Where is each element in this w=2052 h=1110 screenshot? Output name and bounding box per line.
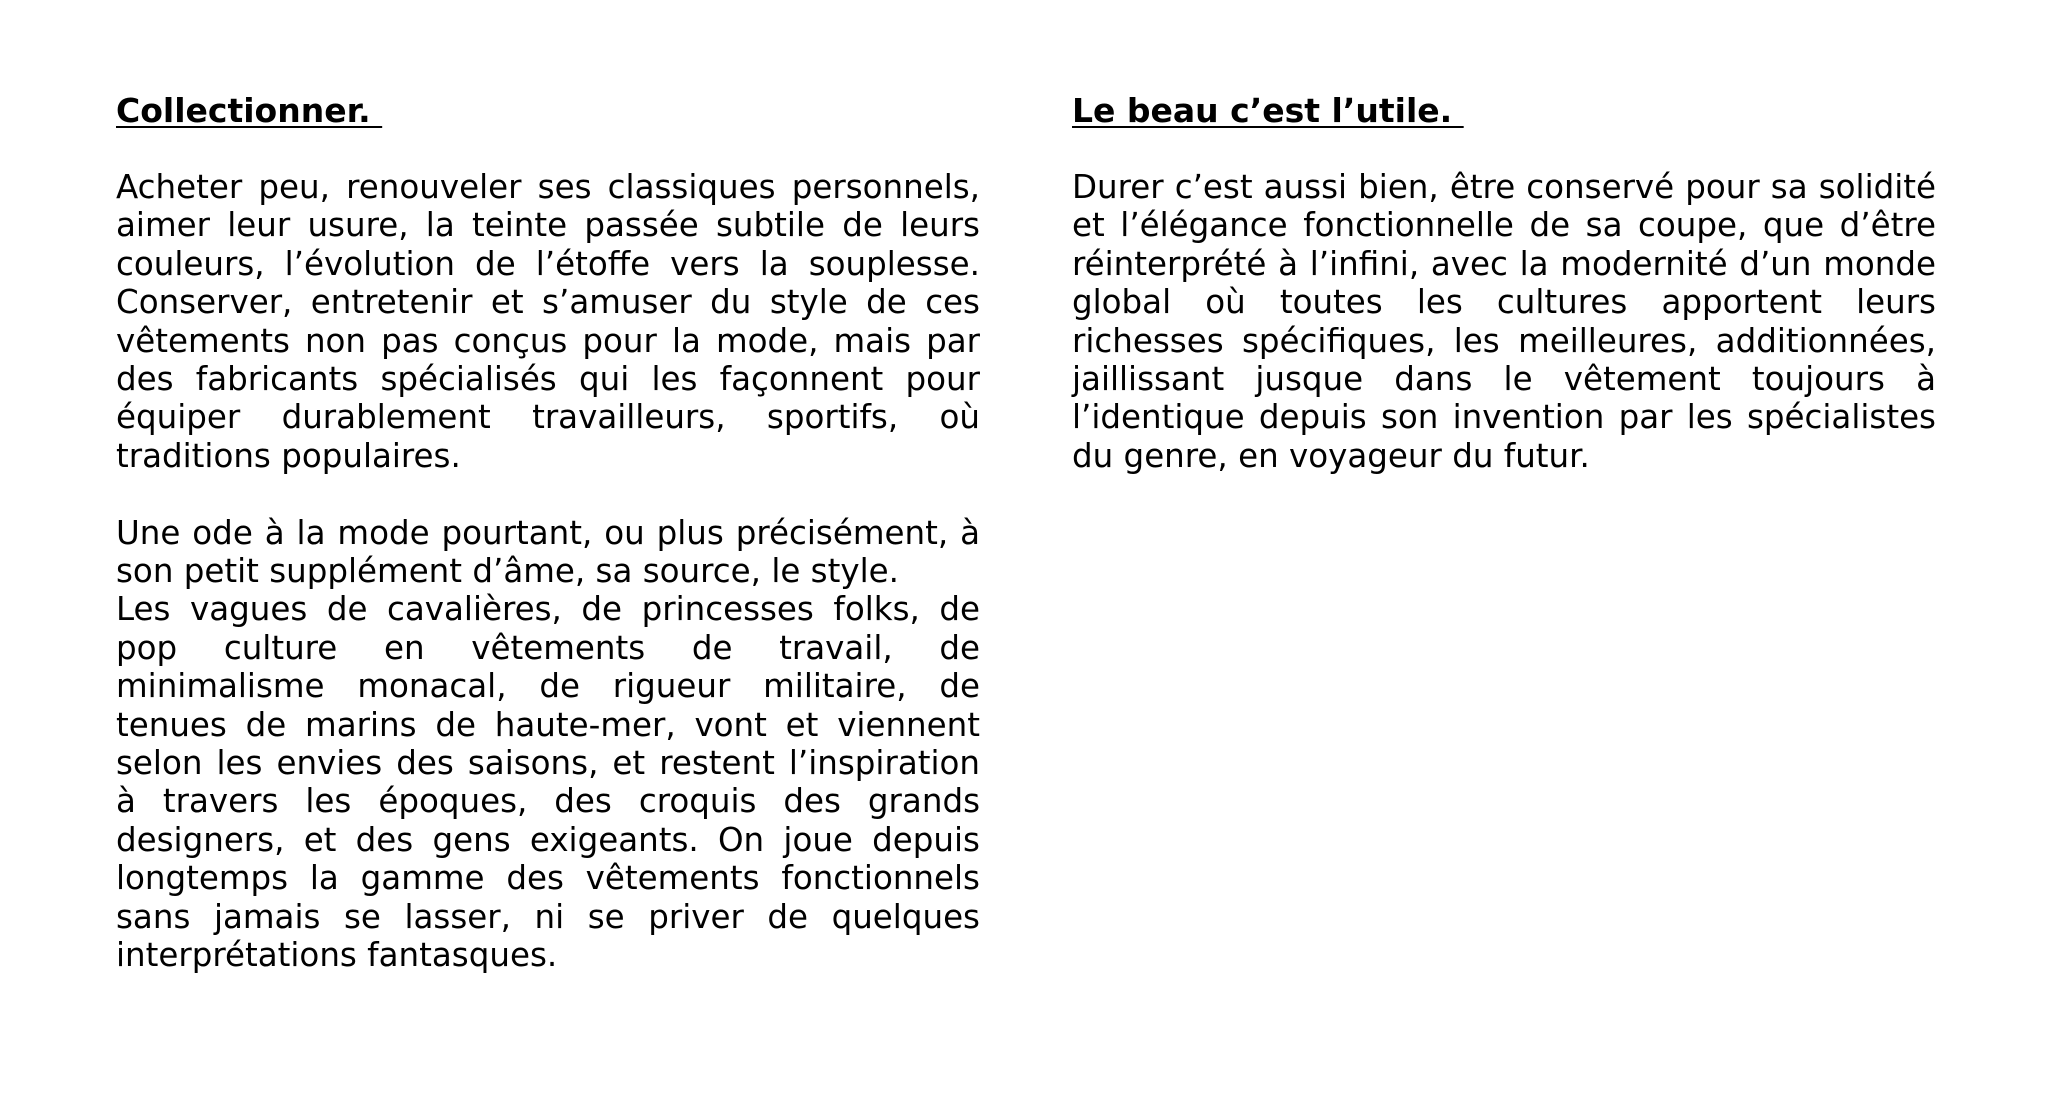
section-heading-collectionner: Collectionner.: [116, 91, 383, 130]
body-paragraph: Une ode à la mode pourtant, ou plus précisément, à son petit supplément d’âme, sa source, le style.: [116, 513, 980, 591]
body-paragraph: Durer c’est aussi bien, être conservé pour sa solidité et l’élégance fonctionnelle de sa coupe, que d’être réinterprété à l’infini, avec la modernité d’un monde global où toutes les cultures apportent leurs richesses spécifiques, les meilleures, additionnées, jaillissant jusque dans le vêtement toujours à l’identique depuis son invention par les spécialistes du genre, en voyageur du futur.: [1072, 168, 1936, 475]
body-paragraph: Acheter peu, renouveler ses classiques personnels, aimer leur usure, la teinte passée subtile de leurs couleurs, l’évolution de l’étoffe vers la souplesse. Conserver, entretenir et s’amuser du style de ces vêtements non pas conçus pour la mode, mais par des fabricants spécialisés qui les façonnent pour équiper durablement travailleurs, sportifs, où traditions populaires.: [116, 168, 980, 475]
section-heading-le-beau: Le beau c’est l’utile.: [1072, 91, 1464, 130]
left-column: [116, 92, 980, 975]
body-paragraph: Les vagues de cavalières, de princesses folks, de pop culture en vêtements de travail, de minimalisme monacal, de rigueur militaire, de tenues de marins de haute-mer, vont et viennent selon les envies des saisons, et restent l’inspiration à travers les époques, des croquis des grands designers, et des gens exigeants. On joue depuis longtemps la gamme des vêtements fonctionnels sans jamais se lasser, ni se priver de quelques interprétations fantasques.: [116, 590, 980, 975]
right-column: [1072, 92, 1936, 475]
